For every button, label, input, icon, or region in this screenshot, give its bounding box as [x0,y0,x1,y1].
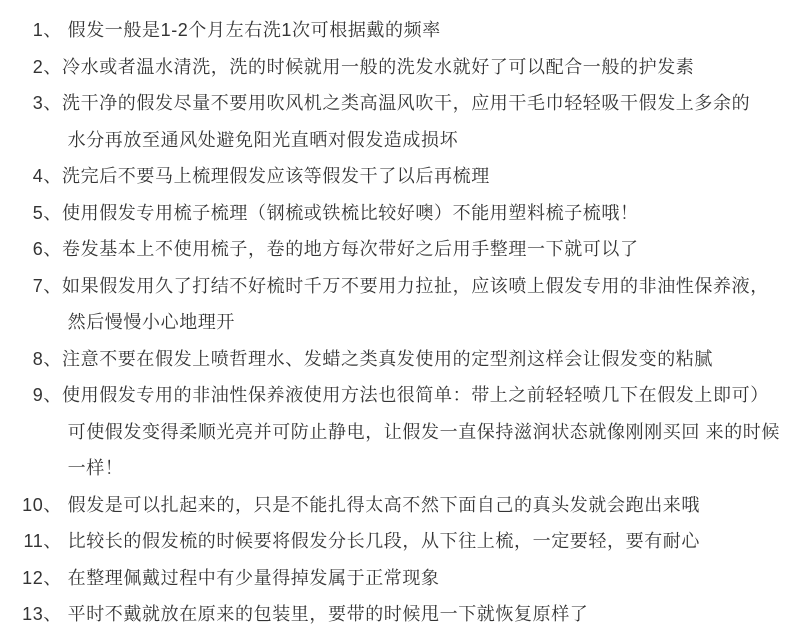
item-content [62,49,790,86]
list-item [0,231,790,268]
item-text-line: 比较长的假发梳的时候要将假发分长几段，从下往上梳，一定要轻，要有耐心 [62,531,700,551]
list-item [0,158,790,195]
list-item [0,487,790,524]
item-content [62,523,790,560]
item-text-line: 如果假发用久了打结不好梳时千万不要用力拉扯，应该喷上假发专用的非油性保养液， [62,275,769,296]
item-content [62,268,790,341]
item-text-line: 然后慢慢小心地理开 [62,312,235,332]
item-text-line: 假发一般是1-2个月左右洗1次可根据戴的频率 [62,20,441,40]
item-number: 8、 [32,348,62,369]
item-text-line: 一样！ [62,458,124,478]
item-text-line: 卷发基本上不使用梳子，卷的地方每次带好之后用手整理一下就可以了 [62,239,639,259]
item-number: 2、 [32,56,62,77]
item-content [62,85,790,158]
item-number: 5、 [32,202,62,223]
item-text-line: 假发是可以扎起来的，只是不能扎得太高不然下面自己的真头发就会跑出来哦 [62,494,700,515]
item-text-line: 注意不要在假发上喷哲理水、发蜡之类真发使用的定型剂这样会让假发变的粘腻 [62,348,713,369]
item-text-line: 洗干净的假发尽量不要用吹风机之类高温风吹干，应用干毛巾轻轻吸干假发上多余的 [62,93,751,113]
item-number: 11、 [23,531,62,551]
item-number: 9、 [32,385,62,405]
item-content [62,12,790,49]
item-number: 13、 [22,604,62,624]
item-text-line: 在整理佩戴过程中有少量得掉发属于正常现象 [62,567,440,588]
item-number: 3、 [32,93,62,113]
item-content [62,158,790,195]
item-text-line: 平时不戴就放在原来的包装里，要带的时候甩一下就恢复原样了 [62,604,589,624]
item-text-line: 使用假发专用的非油性保养液使用方法也很简单：带上之前轻轻喷几下在假发上即可） [62,385,769,405]
item-number: 10、 [22,494,62,515]
item-number: 4、 [32,166,62,186]
item-content [62,596,790,633]
list-item [0,523,790,560]
item-content [62,341,790,378]
list-item [0,195,790,232]
list-item [0,560,790,597]
item-text-line: 水分再放至通风处避免阳光直晒对假发造成损坏 [62,129,459,150]
item-content [62,195,790,232]
list-item [0,49,790,86]
item-text-line: 洗完后不要马上梳理假发应该等假发干了以后再梳理 [62,166,490,186]
item-number: 1、 [32,20,62,40]
list-item [0,596,790,633]
item-content [62,231,790,268]
item-content [62,560,790,597]
list-item [0,377,790,487]
list-item [0,341,790,378]
item-number: 7、 [32,275,62,296]
list-item [0,268,790,341]
item-text-line: 可使假发变得柔顺光亮并可防止静电，让假发一直保持滋润状态就像刚刚买回 来的时候 [62,421,780,442]
item-content [62,487,790,524]
item-text-line: 冷水或者温水清洗，洗的时候就用一般的洗发水就好了可以配合一般的护发素 [62,56,695,77]
item-content [62,377,790,487]
list-item [0,12,790,49]
item-number: 12、 [22,567,62,588]
item-text-line: 使用假发专用梳子梳理（钢梳或铁梳比较好噢）不能用塑料梳子梳哦！ [62,202,639,223]
list-item [0,85,790,158]
item-number: 6、 [32,239,62,259]
